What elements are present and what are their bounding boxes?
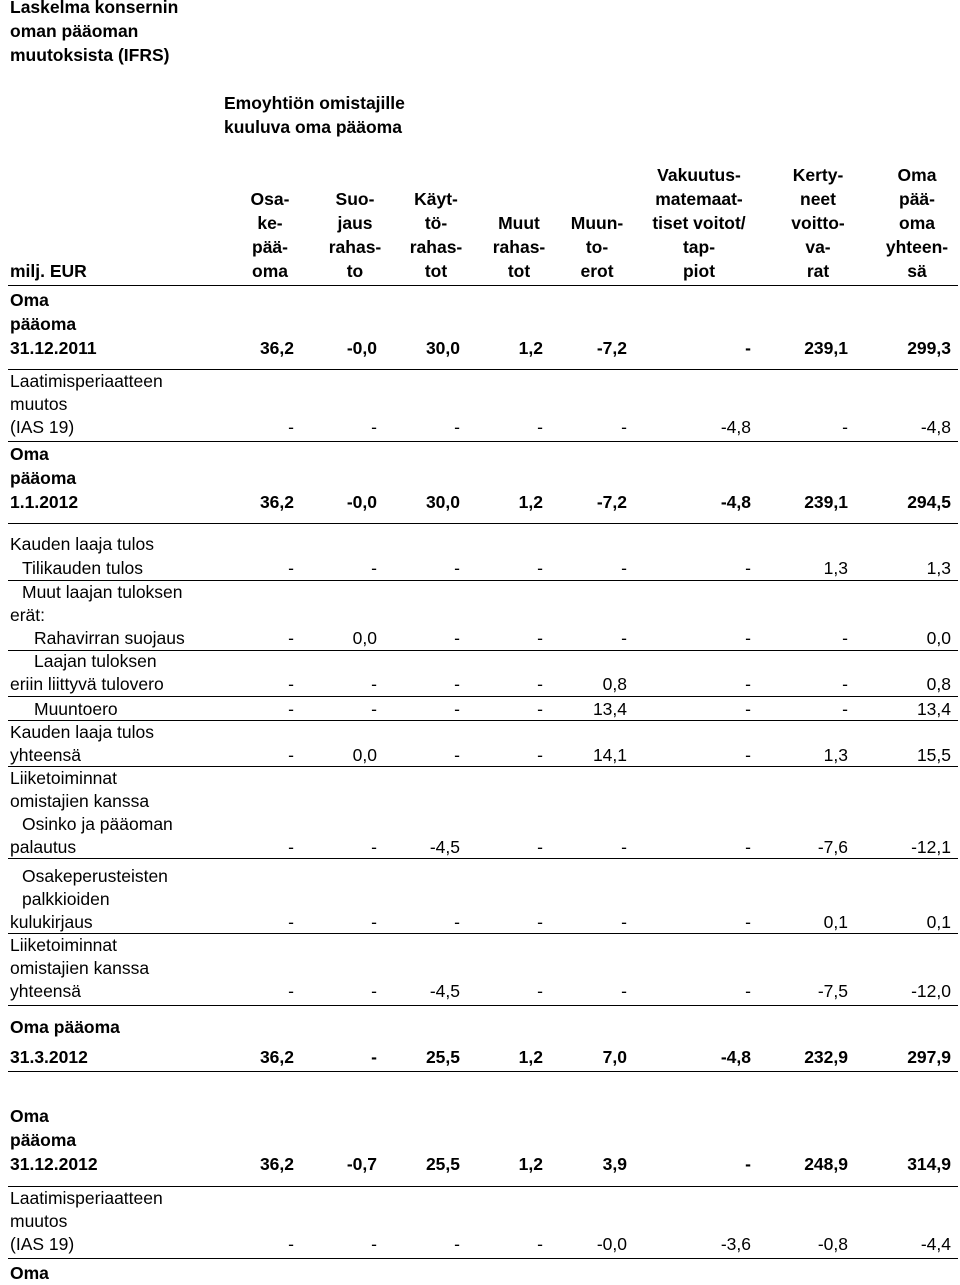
row-9-value-col-2: - [371, 699, 377, 719]
row-10-value-col-3: - [454, 745, 460, 765]
row-9-value-col-6: - [745, 699, 751, 719]
row-17-label-line-1: Laatimisperiaatteen [10, 1188, 163, 1208]
row-5-value-col-2: - [371, 558, 377, 578]
row-divider [8, 933, 958, 934]
column-header-7-line-2: neet [800, 189, 836, 209]
row-12-value-col-3: -4,5 [429, 837, 460, 857]
row-7-value-col-8: 0,0 [926, 628, 951, 648]
row-2-label-line-1: Laatimisperiaatteen [10, 371, 163, 391]
row-5-value-col-5: - [621, 558, 627, 578]
row-3-value-col-3: 30,0 [425, 492, 460, 512]
row-16-value-col-8: 314,9 [907, 1154, 951, 1174]
row-2-value-col-3: - [454, 417, 460, 437]
row-12-value-col-8: -12,1 [911, 837, 951, 857]
header-divider [8, 285, 958, 286]
column-header-1-line-2: ke- [257, 213, 283, 233]
row-15-value-col-2: - [371, 1047, 377, 1067]
row-1-value-col-6: - [745, 338, 751, 358]
row-16-label-line-1: Oma [10, 1106, 49, 1126]
column-header-3-line-1: Käyt- [414, 189, 458, 209]
column-header-7-line-5: rat [806, 261, 830, 281]
row-17-value-col-7: -0,8 [817, 1234, 848, 1254]
row-10-label-line-2: yhteensä [10, 745, 82, 765]
row-7-value-col-1: - [288, 628, 294, 648]
row-14-value-col-1: - [288, 981, 294, 1001]
row-16-value-col-6: - [745, 1154, 751, 1174]
row-17-value-col-8: -4,4 [920, 1234, 951, 1254]
row-14-value-col-6: - [745, 981, 751, 1001]
row-13-value-col-3: - [454, 912, 460, 932]
row-7-value-col-2: 0,0 [352, 628, 377, 648]
column-header-5-line-3: erot [580, 261, 614, 281]
row-1-label-line-1: Oma [10, 290, 49, 310]
row-8-value-col-7: - [842, 674, 848, 694]
report-title-line-1: Laskelma konsernin [10, 0, 179, 17]
column-header-2-line-2: jaus [337, 213, 373, 233]
row-2-label-line-2: muutos [10, 394, 68, 414]
row-13-value-col-8: 0,1 [926, 912, 951, 932]
row-8-value-col-4: - [537, 674, 543, 694]
row-2-label-line-3: (IAS 19) [10, 417, 75, 437]
row-14-label-line-2: omistajien kanssa [10, 958, 150, 978]
row-10-value-col-4: - [537, 745, 543, 765]
row-4-label-line-1: Kauden laaja tulos [10, 534, 154, 554]
row-16-value-col-2: -0,7 [346, 1154, 377, 1174]
column-header-3-line-2: tö- [424, 213, 448, 233]
row-divider [8, 766, 958, 767]
column-header-6-line-4: tap- [682, 237, 716, 257]
row-5-value-col-7: 1,3 [823, 558, 848, 578]
row-3-value-col-8: 294,5 [907, 492, 951, 512]
row-1-value-col-5: -7,2 [596, 338, 627, 358]
column-header-5-line-2: to- [585, 237, 609, 257]
row-8-value-col-6: - [745, 674, 751, 694]
row-divider [8, 1005, 958, 1006]
column-header-6-line-2: matemaat- [655, 189, 743, 209]
row-10-value-col-5: 14,1 [592, 745, 627, 765]
row-8-label-line-2: eriin liittyvä tulovero [10, 674, 164, 694]
row-9-value-col-7: - [842, 699, 848, 719]
row-7-value-col-4: - [537, 628, 543, 648]
row-14-label-line-3: yhteensä [10, 981, 82, 1001]
row-1-value-col-1: 36,2 [259, 338, 294, 358]
column-header-2-line-1: Suo- [335, 189, 375, 209]
row-10-value-col-6: - [745, 745, 751, 765]
row-8-label-line-1: Laajan tuloksen [34, 651, 157, 671]
row-15-value-col-7: 232,9 [804, 1047, 848, 1067]
row-14-label-line-1: Liiketoiminnat [10, 935, 117, 955]
row-9-value-col-8: 13,4 [916, 699, 951, 719]
row-2-value-col-6: -4,8 [720, 417, 751, 437]
column-header-6-line-5: piot [682, 261, 716, 281]
row-8-value-col-1: - [288, 674, 294, 694]
row-1-label-line-2: pääoma [10, 314, 77, 334]
row-12-value-col-2: - [371, 837, 377, 857]
row-divider [8, 1258, 958, 1259]
row-17-value-col-1: - [288, 1234, 294, 1254]
group-header-line-2: kuuluva oma pääoma [224, 117, 402, 137]
row-11-label-line-1: Liiketoiminnat [10, 768, 117, 788]
row-1-value-col-8: 299,3 [907, 338, 951, 358]
column-header-3-line-4: tot [424, 261, 448, 281]
report-title-line-3: muutoksista (IFRS) [10, 45, 170, 65]
group-header-line-1: Emoyhtiön omistajille [224, 93, 405, 113]
row-10-value-col-8: 15,5 [916, 745, 951, 765]
row-13-value-col-2: - [371, 912, 377, 932]
row-2-value-col-5: - [621, 417, 627, 437]
row-9-label-line-1: Muuntoero [34, 699, 118, 719]
row-17-label-line-3: (IAS 19) [10, 1234, 75, 1254]
row-17-label-line-2: muutos [10, 1211, 68, 1231]
row-divider [8, 696, 958, 697]
row-10-value-col-1: - [288, 745, 294, 765]
row-6-label-line-2: erät: [10, 605, 46, 625]
column-header-6-line-1: Vakuutus- [657, 165, 741, 185]
row-5-value-col-3: - [454, 558, 460, 578]
row-15-value-col-3: 25,5 [425, 1047, 460, 1067]
row-2-value-col-8: -4,8 [920, 417, 951, 437]
row-2-value-col-1: - [288, 417, 294, 437]
row-3-value-col-7: 239,1 [804, 492, 848, 512]
column-header-7-line-3: voitto- [791, 213, 845, 233]
row-7-value-col-3: - [454, 628, 460, 648]
row-17-value-col-3: - [454, 1234, 460, 1254]
row-10-value-col-7: 1,3 [823, 745, 848, 765]
row-14-value-col-5: - [621, 981, 627, 1001]
row-15-value-col-8: 297,9 [907, 1047, 951, 1067]
row-16-label-line-2: pääoma [10, 1130, 77, 1150]
row-2-value-col-2: - [371, 417, 377, 437]
row-divider [8, 1071, 958, 1072]
row-divider [8, 523, 958, 524]
row-8-value-col-5: 0,8 [602, 674, 627, 694]
row-3-value-col-1: 36,2 [259, 492, 294, 512]
column-header-4-line-3: tot [507, 261, 531, 281]
column-header-5-line-1: Muun- [570, 213, 624, 233]
column-header-7-line-4: va- [805, 237, 831, 257]
row-12-label-line-1: Osinko ja pääoman [22, 814, 173, 834]
row-5-label-line-1: Tilikauden tulos [22, 558, 143, 578]
row-1-value-col-2: -0,0 [346, 338, 377, 358]
row-15-value-col-4: 1,2 [518, 1047, 543, 1067]
column-header-1-line-4: oma [252, 261, 288, 281]
row-2-value-col-7: - [842, 417, 848, 437]
row-15-value-col-5: 7,0 [602, 1047, 627, 1067]
row-3-value-col-2: -0,0 [346, 492, 377, 512]
row-divider [8, 441, 958, 442]
row-12-value-col-7: -7,6 [817, 837, 848, 857]
column-header-1-line-3: pää- [252, 237, 288, 257]
row-5-value-col-1: - [288, 558, 294, 578]
row-16-value-col-1: 36,2 [259, 1154, 294, 1174]
column-header-8-line-1: Oma [897, 165, 937, 185]
row-16-value-col-3: 25,5 [425, 1154, 460, 1174]
column-header-6-line-3: tiset voitot/ [652, 213, 746, 233]
row-1-value-col-4: 1,2 [518, 338, 543, 358]
row-12-value-col-4: - [537, 837, 543, 857]
row-7-value-col-5: - [621, 628, 627, 648]
column-header-3-line-3: rahas- [409, 237, 463, 257]
row-5-value-col-6: - [745, 558, 751, 578]
row-12-label-line-2: palautus [10, 837, 77, 857]
row-3-label-line-2: pääoma [10, 468, 77, 488]
row-7-value-col-7: - [842, 628, 848, 648]
column-header-2-line-4: to [346, 261, 364, 281]
row-15-label-line-1: Oma pääoma [10, 1017, 120, 1037]
row-14-value-col-7: -7,5 [817, 981, 848, 1001]
row-10-value-col-2: 0,0 [352, 745, 377, 765]
row-8-value-col-8: 0,8 [926, 674, 951, 694]
row-12-value-col-1: - [288, 837, 294, 857]
row-16-value-col-5: 3,9 [602, 1154, 627, 1174]
column-header-4-line-2: rahas- [492, 237, 546, 257]
row-17-value-col-2: - [371, 1234, 377, 1254]
row-14-value-col-3: -4,5 [429, 981, 460, 1001]
row-13-value-col-6: - [745, 912, 751, 932]
row-9-value-col-4: - [537, 699, 543, 719]
report-title-line-2: oman pääoman [10, 21, 139, 41]
row-16-value-col-4: 1,2 [518, 1154, 543, 1174]
row-9-value-col-5: 13,4 [592, 699, 627, 719]
row-13-value-col-7: 0,1 [823, 912, 848, 932]
row-1-label-line-3: 31.12.2011 [10, 338, 97, 358]
row-14-value-col-4: - [537, 981, 543, 1001]
row-15-value-col-1: 36,2 [259, 1047, 294, 1067]
column-header-2-line-3: rahas- [328, 237, 382, 257]
row-13-value-col-4: - [537, 912, 543, 932]
row-divider [8, 858, 958, 859]
row-16-label-line-3: 31.12.2012 [10, 1154, 98, 1174]
row-14-value-col-8: -12,0 [911, 981, 951, 1001]
row-12-value-col-5: - [621, 837, 627, 857]
column-header-7-line-1: Kerty- [792, 165, 844, 185]
row-9-value-col-1: - [288, 699, 294, 719]
row-5-value-col-4: - [537, 558, 543, 578]
row-13-label-line-3: kulukirjaus [10, 912, 93, 932]
row-13-label-line-1: Osakeperusteisten [22, 866, 168, 886]
column-header-4-line-1: Muut [498, 213, 540, 233]
row-7-label-line-1: Rahavirran suojaus [34, 628, 185, 648]
column-header-1-line-1: Osa- [250, 189, 290, 209]
row-13-value-col-1: - [288, 912, 294, 932]
row-3-value-col-4: 1,2 [518, 492, 543, 512]
unit-label: milj. EUR [10, 261, 87, 281]
column-header-8-line-5: sä [907, 261, 927, 281]
row-18-label-line-1: Oma [10, 1263, 49, 1283]
row-13-value-col-5: - [621, 912, 627, 932]
row-11-label-line-2: omistajien kanssa [10, 791, 150, 811]
row-12-value-col-6: - [745, 837, 751, 857]
column-header-8-line-3: oma [899, 213, 935, 233]
row-16-value-col-7: 248,9 [804, 1154, 848, 1174]
row-15-label-line-2: 31.3.2012 [10, 1047, 88, 1067]
row-1-value-col-3: 30,0 [425, 338, 460, 358]
row-3-label-line-1: Oma [10, 444, 49, 464]
row-8-value-col-3: - [454, 674, 460, 694]
row-6-label-line-1: Muut laajan tuloksen [22, 582, 183, 602]
column-header-8-line-2: pää- [899, 189, 935, 209]
row-10-label-line-1: Kauden laaja tulos [10, 722, 154, 742]
column-header-8-line-4: yhteen- [885, 237, 949, 257]
row-9-value-col-3: - [454, 699, 460, 719]
row-5-value-col-8: 1,3 [926, 558, 951, 578]
row-13-label-line-2: palkkioiden [22, 889, 110, 909]
row-1-value-col-7: 239,1 [804, 338, 848, 358]
row-17-value-col-5: -0,0 [596, 1234, 627, 1254]
row-14-value-col-2: - [371, 981, 377, 1001]
row-8-value-col-2: - [371, 674, 377, 694]
row-17-value-col-6: -3,6 [720, 1234, 751, 1254]
row-7-value-col-6: - [745, 628, 751, 648]
row-3-value-col-6: -4,8 [720, 492, 751, 512]
row-3-value-col-5: -7,2 [596, 492, 627, 512]
row-3-label-line-3: 1.1.2012 [10, 492, 79, 512]
row-15-value-col-6: -4,8 [720, 1047, 751, 1067]
row-2-value-col-4: - [537, 417, 543, 437]
row-17-value-col-4: - [537, 1234, 543, 1254]
